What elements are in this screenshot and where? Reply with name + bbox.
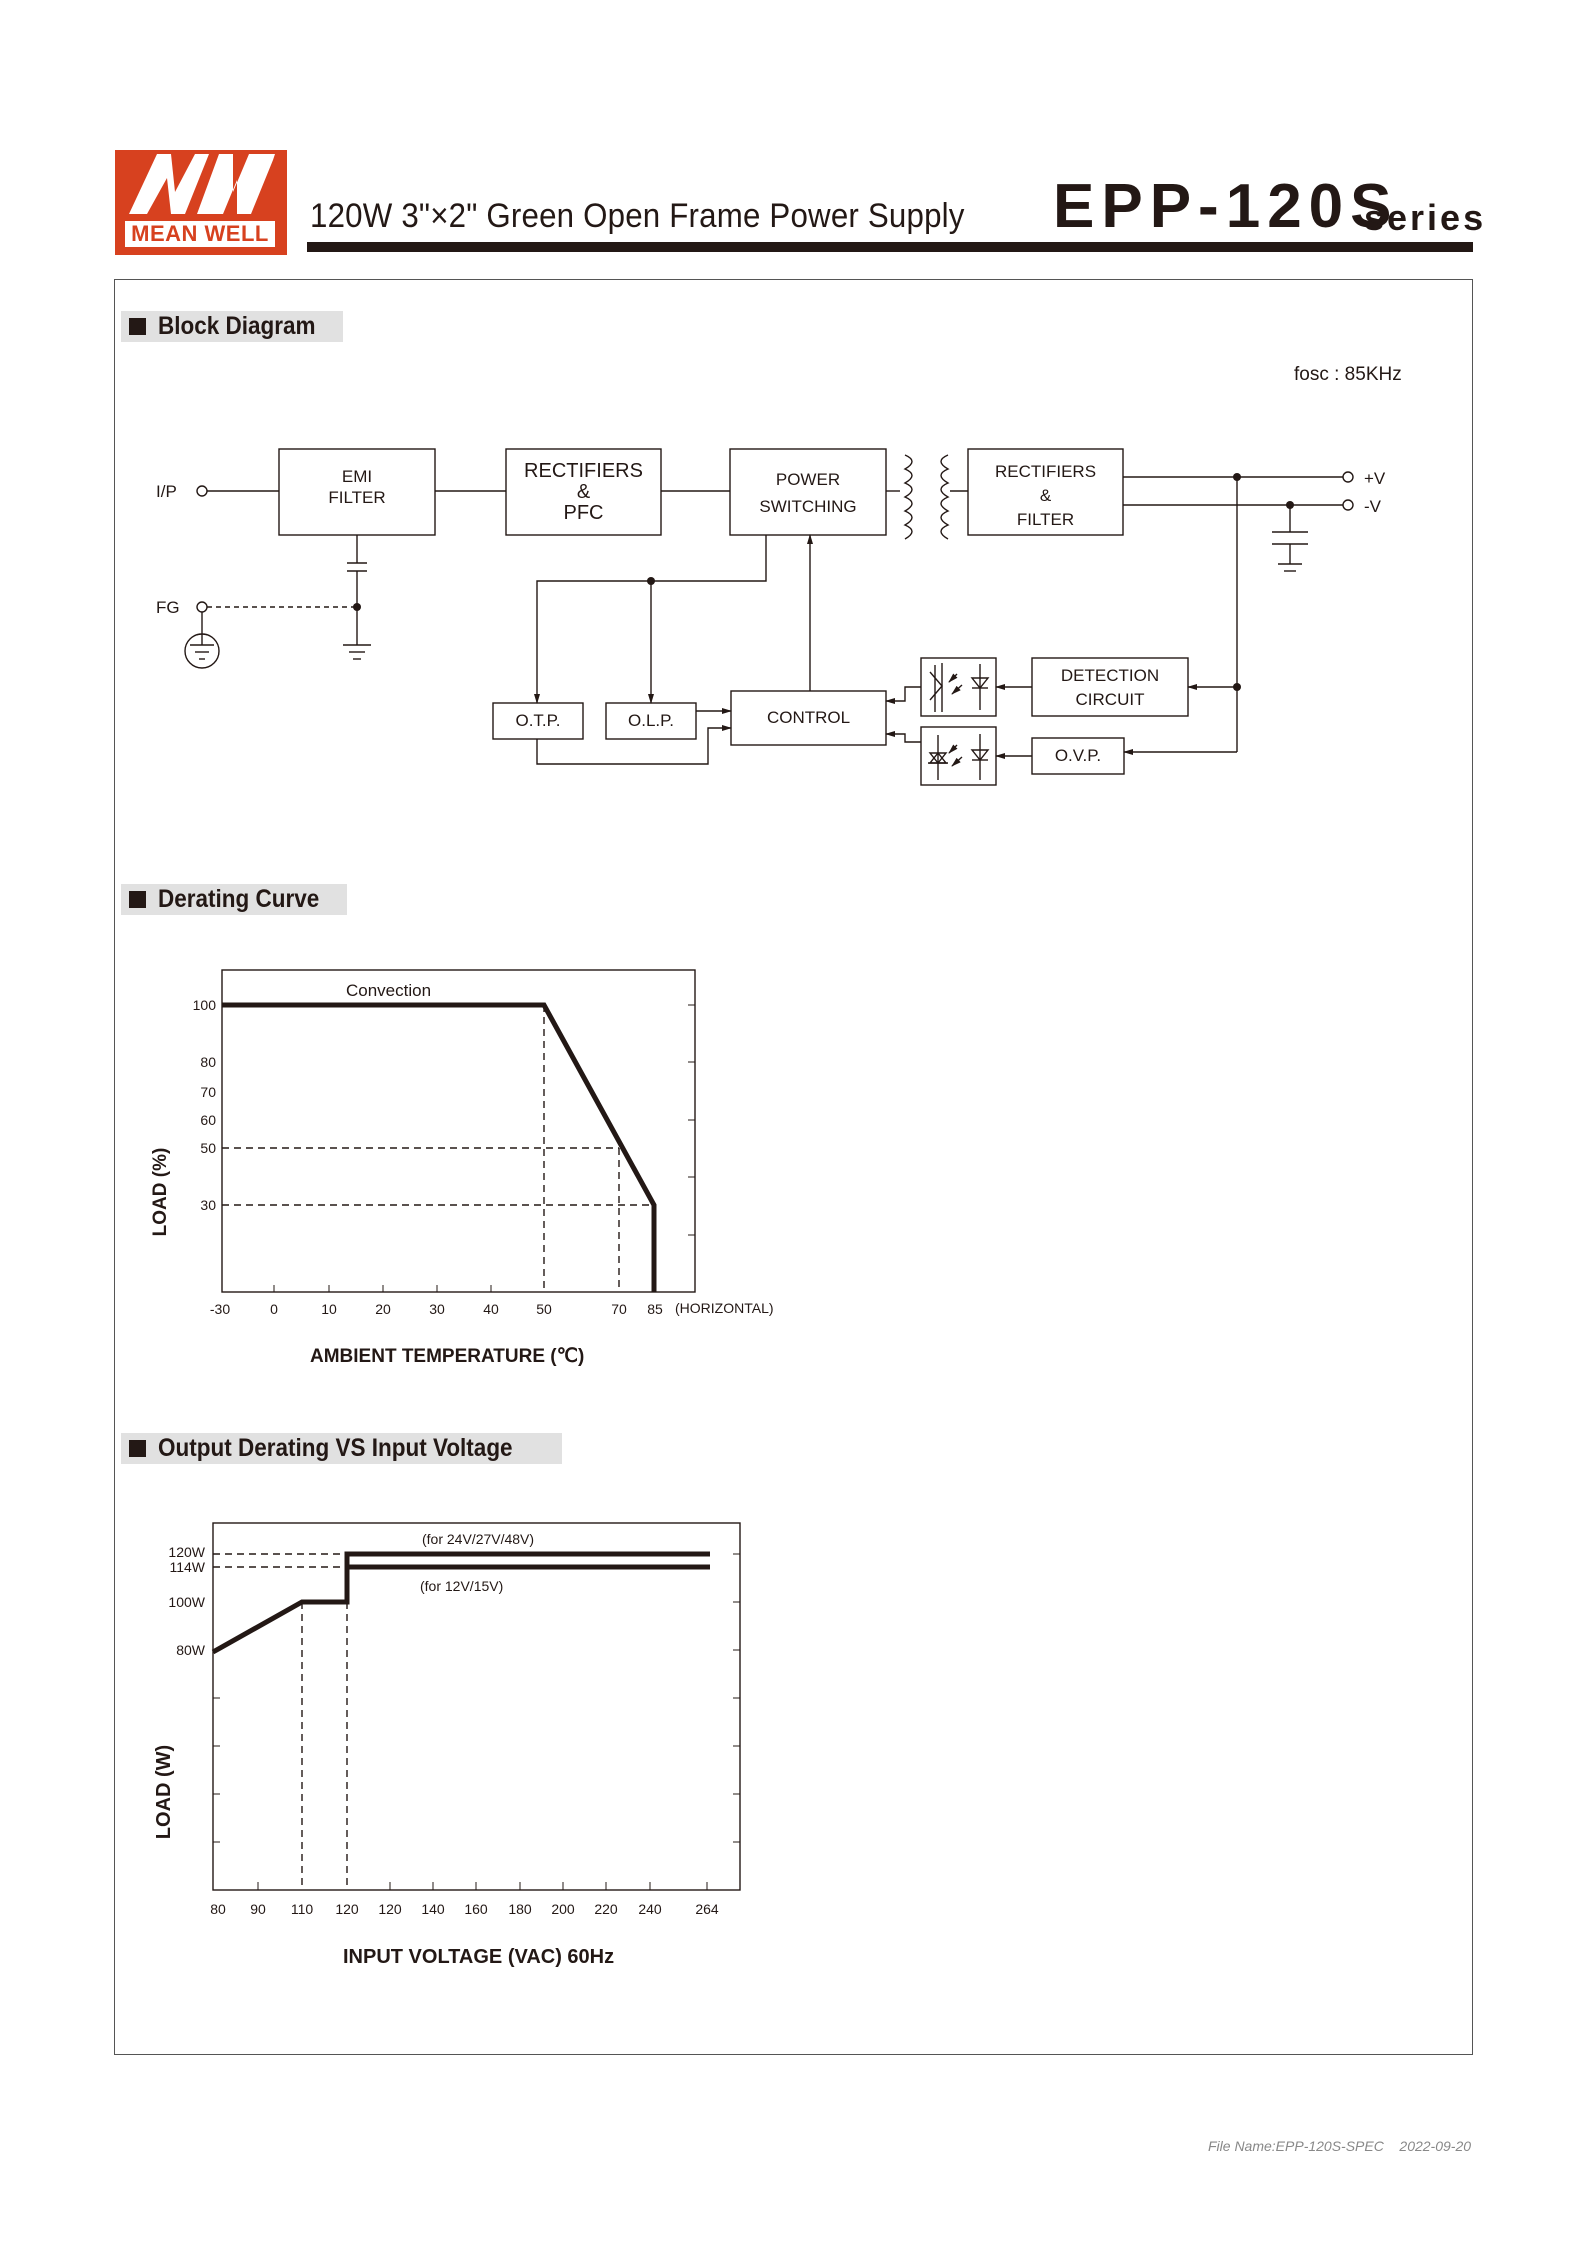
control-block: CONTROL	[766, 708, 851, 727]
square-bullet-icon	[129, 1440, 146, 1457]
x-tick: 10	[321, 1301, 337, 1317]
convection-annotation: Convection	[346, 981, 432, 1000]
output-derating-chart	[0, 1500, 800, 1980]
block-diagram	[0, 0, 1587, 880]
olp-block: O.L.P.	[628, 711, 674, 730]
block-label: PFC	[563, 502, 604, 524]
otp-block: O.T.P.	[515, 711, 561, 730]
section-title: Derating Curve	[158, 885, 320, 913]
fosc-label: fosc : 85KHz	[1294, 364, 1402, 385]
x-tick: 30	[429, 1301, 445, 1317]
x-tick: 264	[695, 1901, 719, 1917]
power-switching-block	[730, 466, 886, 520]
block-label: RECTIFIERS	[524, 460, 643, 482]
block-label: SWITCHING	[759, 497, 857, 516]
y-axis-label: LOAD (W)	[153, 1744, 175, 1840]
model-name: EPP-120S	[1053, 172, 1399, 241]
block-label: &	[1039, 486, 1052, 505]
x-tick: 180	[508, 1901, 532, 1917]
block-label: RECTIFIERS	[994, 462, 1097, 481]
x-tick: -30	[209, 1301, 231, 1317]
x-tick: 160	[464, 1901, 488, 1917]
block-label: DETECTION	[1060, 666, 1160, 685]
section-title: Output Derating VS Input Voltage	[158, 1434, 513, 1462]
block-label: FILTER	[1016, 510, 1075, 529]
y-tick: 100W	[168, 1594, 205, 1610]
x-tick: 200	[551, 1901, 575, 1917]
y-tick: 80W	[176, 1642, 205, 1658]
section-title: Block Diagram	[158, 312, 316, 340]
series-label-12v: (for 12V/15V)	[420, 1578, 504, 1594]
file-date: 2022-09-20	[1399, 2138, 1472, 2154]
series-label: series	[1364, 197, 1487, 238]
y-tick: 50	[200, 1140, 216, 1156]
pos-output-label: +V	[1364, 469, 1386, 488]
block-label: &	[576, 481, 591, 503]
input-terminal-label: I/P	[156, 482, 177, 501]
block-label: FILTER	[328, 488, 386, 507]
derating-curve-chart	[0, 940, 800, 1380]
x-tick: 120	[335, 1901, 359, 1917]
ovp-block: O.V.P.	[1054, 746, 1102, 765]
product-subtitle: 120W 3"×2" Green Open Frame Power Supply	[310, 197, 965, 235]
fg-terminal-label: FG	[156, 598, 180, 617]
x-tick: 140	[421, 1901, 445, 1917]
y-tick: 100	[192, 997, 216, 1013]
x-axis-label: AMBIENT TEMPERATURE (℃)	[310, 1346, 585, 1367]
x-tick: 70	[611, 1301, 627, 1317]
x-tick-suffix: (HORIZONTAL)	[675, 1300, 774, 1316]
x-tick: 80	[210, 1901, 226, 1917]
x-axis-label: INPUT VOLTAGE (VAC) 60Hz	[343, 1946, 615, 1968]
detection-circuit-block	[1032, 664, 1188, 712]
rectifiers-filter-block	[968, 460, 1123, 532]
y-tick: 120W	[168, 1544, 205, 1560]
series-label-24v: (for 24V/27V/48V)	[422, 1531, 535, 1547]
x-tick: 220	[594, 1901, 618, 1917]
y-tick: 80	[200, 1054, 216, 1070]
x-tick: 20	[375, 1301, 391, 1317]
neg-output-label: -V	[1364, 497, 1381, 516]
x-tick: 240	[638, 1901, 662, 1917]
file-name: File Name:EPP-120S-SPEC	[1208, 2138, 1384, 2154]
y-tick: 70	[200, 1084, 216, 1100]
y-axis-label: LOAD (%)	[150, 1147, 171, 1237]
x-tick: 85	[647, 1301, 663, 1317]
y-tick: 60	[200, 1112, 216, 1128]
rectifiers-pfc-block	[506, 461, 661, 524]
x-tick: 90	[250, 1901, 266, 1917]
x-tick: 50	[536, 1301, 552, 1317]
section-header-output-derating	[121, 1433, 562, 1464]
block-label: CIRCUIT	[1075, 690, 1145, 709]
x-tick: 110	[290, 1901, 314, 1917]
x-tick: 120	[378, 1901, 402, 1917]
x-tick: 40	[483, 1301, 499, 1317]
block-label: EMI	[341, 467, 373, 486]
y-tick: 30	[200, 1197, 216, 1213]
emi-filter-block	[279, 466, 435, 508]
x-tick: 0	[270, 1301, 278, 1317]
section-header-derating-curve	[121, 884, 347, 915]
footer	[1208, 2138, 1471, 2154]
logo-brand-text: MEAN WELL	[125, 221, 275, 247]
square-bullet-icon	[129, 891, 146, 908]
y-tick: 114W	[169, 1559, 205, 1575]
block-label: POWER	[775, 470, 841, 489]
